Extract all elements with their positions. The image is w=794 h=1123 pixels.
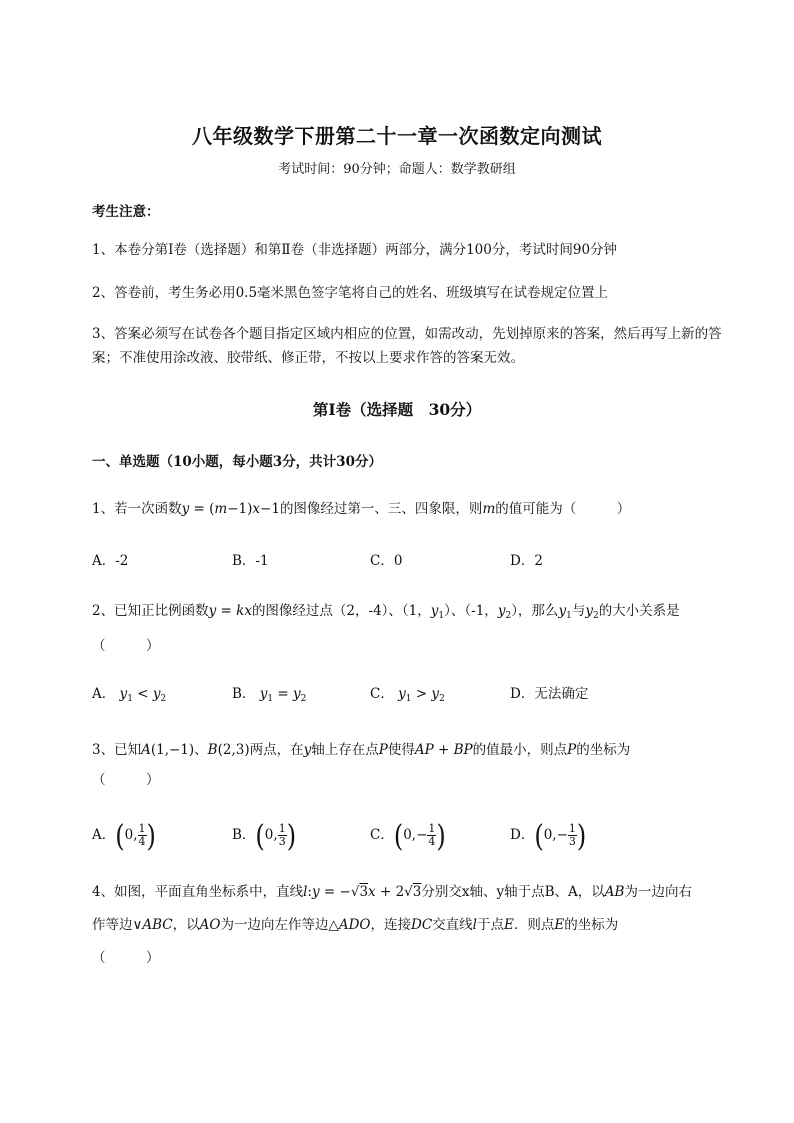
q2-option-b-label: B．: [232, 686, 256, 702]
q3-option-a-label: A．: [92, 827, 116, 843]
q3-option-c-label: C．: [370, 827, 394, 843]
q1-option-b[interactable]: B．-1: [232, 553, 269, 569]
q1-option-a[interactable]: A．-2: [92, 553, 129, 569]
q4-segment-ao: AO: [199, 917, 221, 933]
q3-sep: 、: [194, 742, 208, 758]
q4-x-axis: x轴、: [461, 884, 497, 900]
q2-option-c-label: C．: [370, 686, 394, 702]
q1-variable-m: m: [482, 501, 496, 517]
q4-line-formula: l:y = −√3x + 2√3: [303, 884, 422, 900]
q3-middle4: 的值最小，则点: [472, 742, 568, 758]
q3-sum-expr: AP + BP: [414, 742, 473, 758]
q3-axis-y: y: [303, 742, 312, 758]
q2-and: 与: [571, 603, 586, 619]
q3-middle: 两点，在: [249, 742, 304, 758]
question-2: [92, 596, 744, 661]
q1-suffix: 的值可能为（ ）: [495, 501, 631, 517]
q2-y1: $y_1$: [430, 603, 445, 621]
q3-middle2: 轴上存在点: [311, 742, 379, 758]
q2-option-b-expr: $y_1 = y_2$: [259, 686, 307, 704]
q3-point-p2: P: [567, 742, 577, 758]
notice-label: 考生注意：: [92, 204, 160, 220]
q4-line2-start: 作等边: [92, 917, 133, 933]
notice-item-3: 3、答案必须写在试卷各个题目指定区域内相应的位置，如需改动，先划掉原来的答案，然后再写上新的答案；不准使用涂改液、胶带纸、修正带，不按以上要求作答的答案无效。: [92, 326, 722, 366]
q3-prefix: 3、已知: [92, 742, 142, 758]
q4-points: B、A，以: [544, 884, 605, 900]
q3-suffix: 的坐标为: [576, 742, 631, 758]
q3-point-p: P: [378, 742, 388, 758]
section-title: 第I卷（选择题 30分）: [312, 400, 482, 419]
exam-title: 八年级数学下册第二十一章一次函数定向测试: [192, 124, 602, 148]
q4-segment-dc: DC: [411, 917, 433, 933]
q2-y2b: $y_2$: [585, 603, 599, 621]
q3-middle3: 使得: [387, 742, 415, 758]
q2-formula: y = kx: [208, 603, 252, 619]
q3-option-d-label: D．: [510, 827, 535, 843]
q1-option-d[interactable]: D．2: [510, 553, 543, 569]
q2-option-a-expr: $y_1 < y_2$: [119, 686, 167, 704]
q1-options: [92, 546, 744, 576]
q2-option-a[interactable]: [92, 679, 166, 714]
q1-prefix: 1、若一次函数: [92, 501, 182, 517]
q1-middle: 的图像经过第一、三、四象限，则: [279, 501, 483, 517]
q4-line2-mid2: 为一边向左作等边: [220, 917, 329, 933]
notice-item-1: 1、本卷分第I卷（选择题）和第Ⅱ卷（非选择题）两部分，满分100分，考试时间90分钟: [92, 242, 618, 258]
part-title: 一、单选题（10小题，每小题3分，共计30分）: [92, 454, 382, 470]
q4-line2-mid4: 交直线: [432, 917, 473, 933]
q3-option-a[interactable]: A．(0, $\frac{1}{4}$ ): [92, 818, 156, 853]
q2-option-c-expr: $y_1 > y_2$: [398, 686, 445, 704]
q2-prefix: 2、已知正比例函数: [92, 603, 209, 619]
q4-point-e: E: [503, 917, 514, 933]
q4-line2-mid5: 于点: [476, 917, 504, 933]
notice-item-2: 2、答卷前，考生务必用0.5毫米黑色签字笔将自己的姓名、班级填写在试卷规定位置上: [92, 285, 609, 301]
q2-option-d[interactable]: D．无法确定: [510, 686, 589, 702]
q4-line1-end: 为一边向右: [624, 884, 692, 900]
q3-options: [92, 818, 744, 853]
q4-triangle-abc: ∨ABC: [132, 917, 173, 933]
q2-options: [92, 679, 744, 709]
q4-blank: （ ）: [92, 950, 160, 966]
q4-triangle-ado: △ADO: [328, 917, 371, 933]
q4-point-e2: E: [554, 917, 565, 933]
q3-blank: （ ）: [92, 772, 160, 788]
q3-option-d[interactable]: D．(0,− $\frac{1}{3}$ ): [510, 818, 587, 853]
q2-middle2: ）、（-1，: [444, 603, 498, 619]
q3-option-b-label: B．: [232, 827, 256, 843]
q2-suffix: 的大小关系是: [598, 603, 680, 619]
q2-blank: （ ）: [92, 638, 160, 654]
q1-option-c[interactable]: C．0: [370, 553, 403, 569]
q4-line2-end: ．则点: [513, 917, 555, 933]
q4-line-l: l: [472, 917, 477, 933]
q3-option-b[interactable]: B．(0, $\frac{1}{3}$ ): [232, 818, 297, 853]
q4-line2-suffix: 的坐标为: [564, 917, 619, 933]
q3-point-b: B(2,3): [207, 742, 250, 758]
q2-option-c[interactable]: [370, 679, 445, 714]
q4-line2-mid3: ，连接: [370, 917, 411, 933]
q4-prefix: 4、如图，平面直角坐标系中，直线: [92, 884, 304, 900]
q1-formula: y = (m−1)x−1: [181, 501, 280, 517]
question-4: [92, 876, 744, 975]
q2-y1b: $y_1$: [558, 603, 572, 621]
q2-middle: 的图像经过点（2，-4）、（1，: [251, 603, 431, 619]
question-3: [92, 735, 744, 795]
q2-middle3: ），那么: [511, 603, 559, 619]
q4-y-axis: y轴于点: [496, 884, 545, 900]
q2-option-b[interactable]: [232, 679, 306, 714]
q3-point-a: A(1,−1): [141, 742, 195, 758]
q2-option-a-label: A．: [92, 686, 116, 702]
q4-segment-ab: AB: [604, 884, 625, 900]
exam-subtitle: 考试时间：90分钟；命题人：数学教研组: [278, 162, 516, 177]
q2-y2: $y_2$: [497, 603, 512, 621]
question-1: [92, 494, 744, 524]
q3-option-c[interactable]: C．(0,− $\frac{1}{4}$ ): [370, 818, 446, 853]
q4-line2-mid: ，以: [172, 917, 200, 933]
q4-middle: 分别交: [421, 884, 462, 900]
